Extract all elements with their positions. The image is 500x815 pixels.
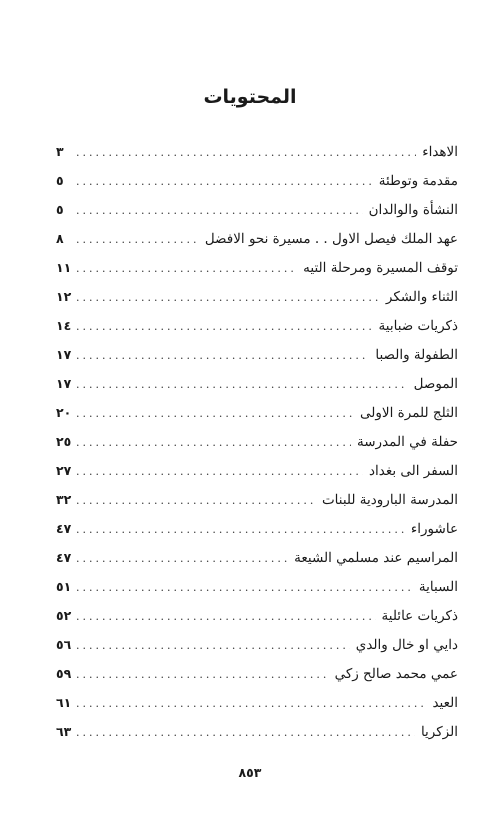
toc-entry-title: المراسيم عند مسلمي الشيعة — [294, 550, 458, 566]
dot-leader — [76, 233, 199, 246]
toc-entry — [56, 666, 458, 695]
toc-entry — [56, 289, 458, 318]
toc-entry-title: ذكريات ضبابية — [378, 318, 458, 334]
toc-entry — [56, 434, 458, 463]
toc-entry — [56, 724, 458, 753]
toc-entry-title: حفلة في المدرسة — [357, 434, 458, 450]
toc-entry-page: ١٧ — [56, 347, 72, 362]
dot-leader — [76, 175, 373, 188]
toc-entry — [56, 550, 458, 579]
toc-entry — [56, 492, 458, 521]
dot-leader — [76, 262, 297, 275]
toc-entry-title: الزكريا — [420, 724, 458, 740]
toc-entry — [56, 405, 458, 434]
toc-entry — [56, 347, 458, 376]
toc-entry-page: ٢٥ — [56, 434, 72, 449]
toc-entry-title: الاهداء — [422, 144, 458, 160]
toc-entry-title: الثلج للمرة الاولى — [360, 405, 458, 421]
toc-entry-page: ٥٩ — [56, 666, 72, 681]
dot-leader — [76, 552, 288, 565]
toc-entry-title: دايي او خال والدي — [355, 637, 458, 653]
toc-entry-title: الموصل — [413, 376, 458, 392]
toc-entry-title: النشأة والوالدان — [368, 202, 458, 218]
toc-entry-page: ٥٢ — [56, 608, 72, 623]
page-title: المحتويات — [203, 86, 297, 108]
toc-entry-title: ذكريات عائلية — [381, 608, 458, 624]
toc-entry — [56, 463, 458, 492]
dot-leader — [76, 320, 373, 333]
toc-entry — [56, 637, 458, 666]
dot-leader — [76, 494, 316, 507]
toc-entry-page: ٤٧ — [56, 550, 72, 565]
toc-entry-title: توقف المسيرة ومرحلة التيه — [303, 260, 458, 276]
toc-entry-page: ٦١ — [56, 695, 72, 710]
toc-entry — [56, 318, 458, 347]
toc-entry-title: السفر الى بغداد — [368, 463, 458, 479]
toc-entry-title: عمي محمد صالح زكي — [334, 666, 458, 682]
page-number: ٨٥٣ — [238, 765, 262, 780]
toc-entry — [56, 173, 458, 202]
toc-entry-page: ٤٧ — [56, 521, 72, 536]
toc-entry-title: السباية — [418, 579, 458, 595]
dot-leader — [76, 407, 354, 420]
toc-entry-title: الثناء والشكر — [385, 289, 458, 305]
toc-entry — [56, 695, 458, 724]
toc-entry-page: ٥٦ — [56, 637, 72, 652]
toc-entry — [56, 202, 458, 231]
toc-entry-title: عهد الملك فيصل الاول . . مسيرة نحو الافضل — [204, 231, 458, 247]
toc-entry — [56, 608, 458, 637]
toc-entry-title: عاشوراء — [410, 521, 458, 537]
dot-leader — [76, 581, 413, 594]
toc-entry-page: ٥ — [56, 202, 64, 217]
toc-entry — [56, 579, 458, 608]
dot-leader — [76, 349, 369, 362]
dot-leader — [76, 146, 416, 159]
toc-entry-title: الطفولة والصبا — [375, 347, 458, 363]
toc-entry-page: ١٢ — [56, 289, 72, 304]
toc-entry-page: ٣٢ — [56, 492, 72, 507]
toc-entry-title: العيد — [432, 695, 458, 711]
toc-entry — [56, 376, 458, 405]
toc-entry-page: ١١ — [56, 260, 72, 275]
toc-entry-page: ٢٠ — [56, 405, 72, 420]
dot-leader — [76, 378, 408, 391]
toc-entry-page: ٥ — [56, 173, 64, 188]
toc-entry — [56, 231, 458, 260]
dot-leader — [76, 436, 351, 449]
toc-entry-page: ٢٧ — [56, 463, 72, 478]
toc-entry-page: ١٤ — [56, 318, 72, 333]
dot-leader — [76, 639, 350, 652]
dot-leader — [76, 610, 376, 623]
toc-entry-page: ١٧ — [56, 376, 72, 391]
dot-leader — [76, 697, 426, 710]
dot-leader — [76, 291, 380, 304]
table-of-contents — [56, 144, 458, 753]
dot-leader — [76, 204, 363, 217]
toc-entry-page: ٨ — [56, 231, 64, 246]
dot-leader — [76, 465, 363, 478]
toc-entry-title: مقدمة وتوطئة — [378, 173, 458, 189]
toc-entry — [56, 260, 458, 289]
dot-leader — [76, 523, 405, 536]
dot-leader — [76, 726, 415, 739]
toc-entry — [56, 144, 458, 173]
dot-leader — [76, 668, 329, 681]
toc-entry-page: ٥١ — [56, 579, 72, 594]
toc-entry-page: ٣ — [56, 144, 64, 159]
toc-entry-page: ٦٣ — [56, 724, 72, 739]
toc-entry — [56, 521, 458, 550]
toc-entry-title: المدرسة البارودية للبنات — [321, 492, 458, 508]
